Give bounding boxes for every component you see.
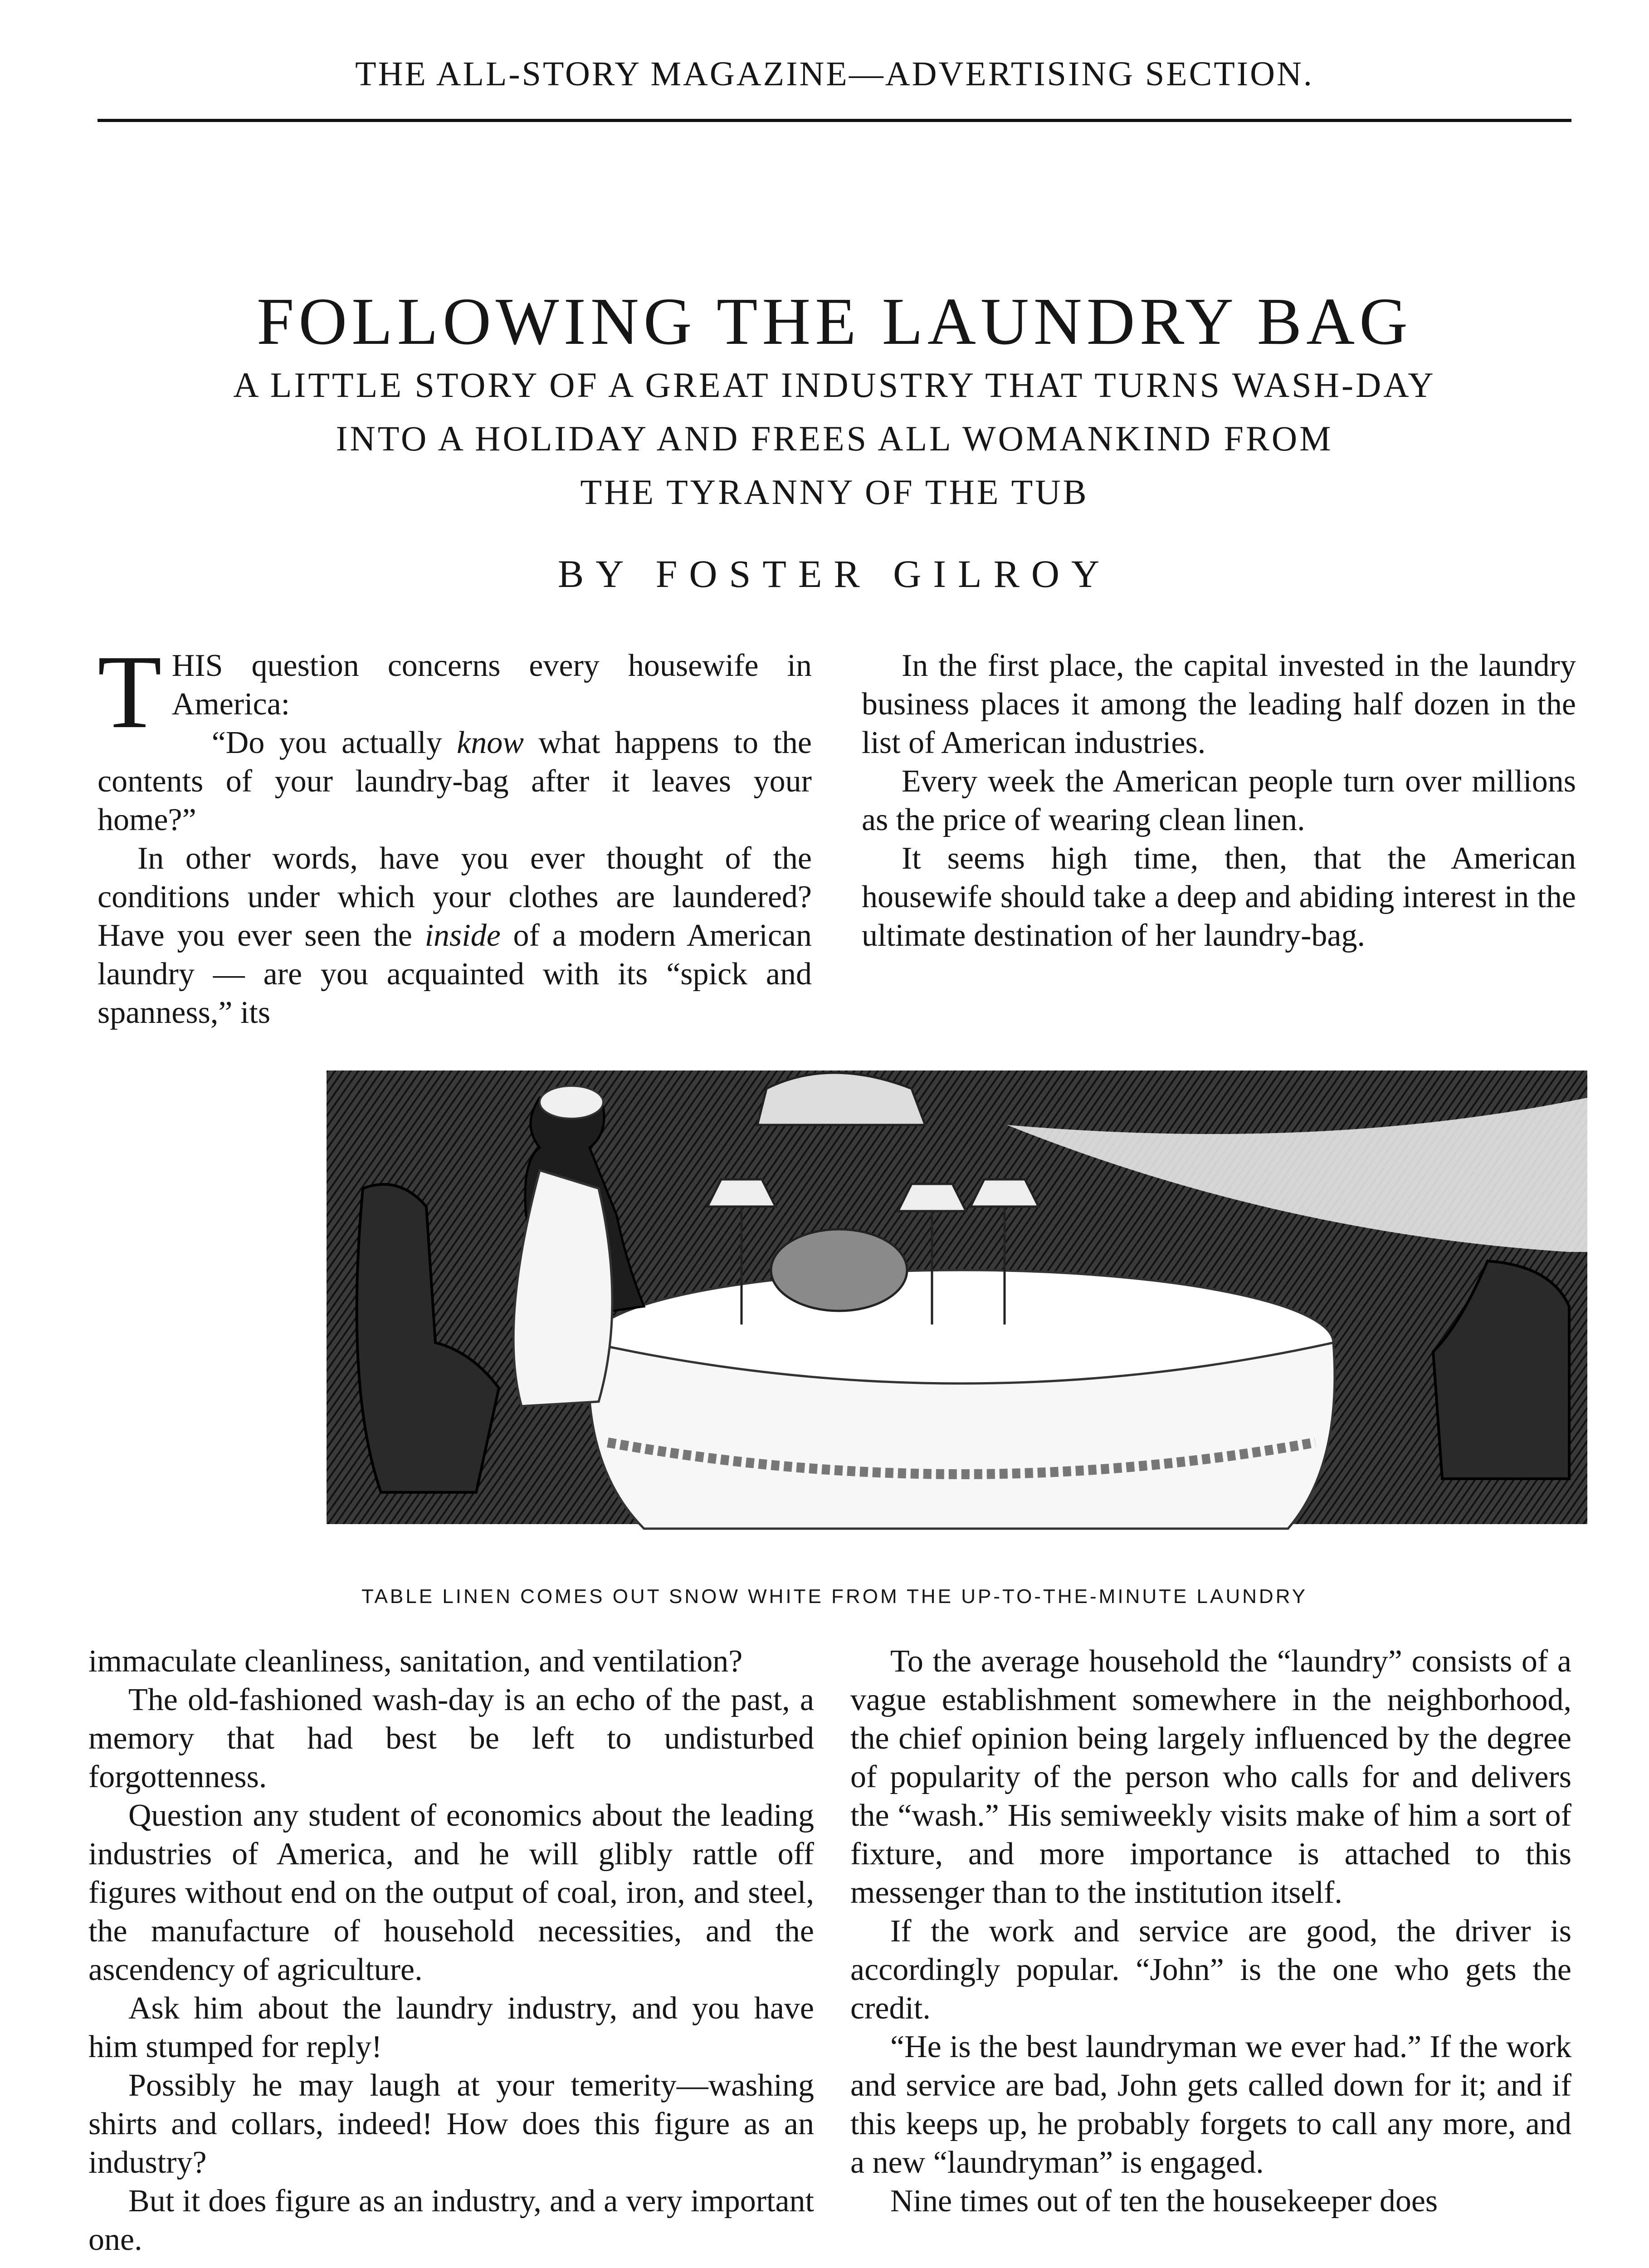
column-left-bottom xyxy=(88,1642,814,2259)
paragraph: “He is the best laundryman we ever had.” If the work and service are bad, John gets called down for it; and if this keeps up, he probably forgets to call any more, and a new “laundryman” is engaged. xyxy=(850,2029,1571,2180)
paragraph: In the first place, the capital invested in the laundry business places it among the leading half dozen in the list of American industries. xyxy=(862,648,1576,760)
paragraph: Nine times out of ten the housekeeper does xyxy=(890,2184,1438,2219)
paragraph: Possibly he may laugh at your temerity—washing shirts and collars, indeed! How does this figure as an industry? xyxy=(88,2068,814,2180)
paragraph: Question any student of economics about the leading industries of America, and he will glibly rattle off figures without end on the output of coal, iron, and steel, the manufacture of household necessities, and the ascendency of agriculture. xyxy=(88,1798,814,1987)
paragraph: If the work and service are good, the driver is accordingly popular. “John” is the one who gets the credit. xyxy=(850,1914,1571,2026)
paragraph: immaculate cleanliness, sanitation, and ventilation? xyxy=(88,1644,743,1679)
byline: BY FOSTER GILROY xyxy=(557,552,1112,596)
subtitle-line: INTO A HOLIDAY AND FREES ALL WOMANKIND FROM xyxy=(336,419,1333,458)
paragraph-text: HIS question concerns every housewife in America: xyxy=(171,648,812,722)
paragraph: Every week the American people turn over millions as the price of wearing clean linen. xyxy=(862,764,1576,837)
paragraph xyxy=(98,839,812,1032)
emphasis: know xyxy=(457,725,524,760)
column-right-bottom xyxy=(850,1642,1571,2220)
subtitle-line: A LITTLE STORY OF A GREAT INDUSTRY THAT TURNS WASH-DAY xyxy=(233,365,1436,405)
dining-table-illustration xyxy=(327,1070,1587,1574)
paragraph-text: In other words, have you ever thought of the conditions under which your clothes are laundered? Have you ever seen the xyxy=(98,841,812,953)
paragraph: The old-fashioned wash-day is an echo of the past, a memory that had best be left to undisturbed forgottenness. xyxy=(88,1682,814,1794)
flower-centerpiece xyxy=(771,1229,907,1311)
paragraph: To the average household the “laundry” consists of a vague establishment somewhere in the neighborhood, the chief opinion being largely influenced by the degree of popularity of the person who calls for and delivers the “wash.” His semiweekly visits make of him a sort of fixture, and more importance is attached to this messenger than to the institution itself. xyxy=(850,1644,1571,1910)
maid-cap xyxy=(540,1086,603,1119)
column-left-top xyxy=(98,634,812,1032)
header-rule xyxy=(98,119,1571,122)
illustration-caption: TABLE LINEN COMES OUT SNOW WHITE FROM THE UP-TO-THE-MINUTE LAUNDRY xyxy=(361,1585,1308,1608)
running-header: THE ALL-STORY MAGAZINE—ADVERTISING SECTION. xyxy=(355,55,1314,93)
article-subtitle xyxy=(98,358,1571,519)
paragraph: It seems high time, then, that the American housewife should take a deep and abiding interest in the ultimate destination of her laundry-bag. xyxy=(862,841,1576,953)
paragraph: Ask him about the laundry industry, and you have him stumped for reply! xyxy=(88,1991,814,2064)
column-right-top xyxy=(862,646,1576,955)
emphasis: inside xyxy=(424,918,501,953)
article-title: FOLLOWING THE LAUNDRY BAG xyxy=(257,284,1412,359)
subtitle-line: THE TYRANNY OF THE TUB xyxy=(580,472,1089,512)
drop-cap: T xyxy=(98,634,162,750)
paragraph-text: what happens to the contents of your laundry-bag after it leaves your home?” xyxy=(98,725,812,837)
paragraph: But it does figure as an industry, and a very important one. xyxy=(88,2184,814,2257)
paragraph-text: of a modern American laundry — are you acquainted with its “spick and spanness,” its xyxy=(98,918,812,1030)
paragraph xyxy=(98,723,812,839)
paragraph-text: “Do you actually xyxy=(211,725,457,760)
